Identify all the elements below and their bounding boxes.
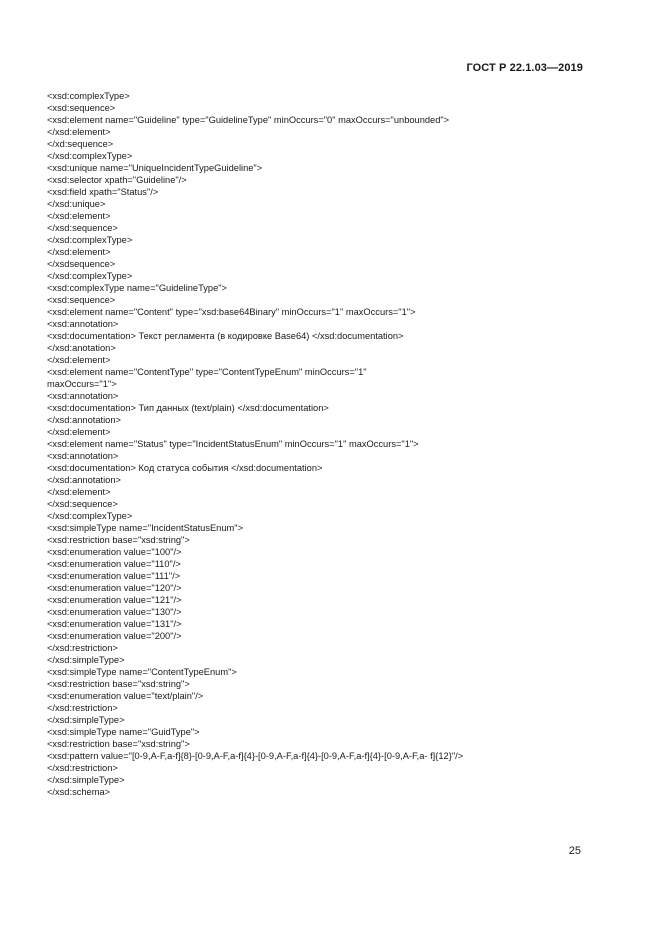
code-line: <xsd:unique name="UniqueIncidentTypeGuideline"> (47, 163, 263, 173)
code-line: </xsd:anotation> (47, 343, 116, 353)
code-line: <xsd:annotation> (47, 451, 119, 461)
code-line: </xsd:simpleType> (47, 775, 125, 785)
code-line: </xsd:unique> (47, 199, 106, 209)
code-line: maxOccurs="1"> (47, 379, 117, 389)
code-line: <xsd:enumeration value="100"/> (47, 547, 182, 557)
code-line: <xsd:simpleType name="ContentTypeEnum"> (47, 667, 237, 677)
code-line: </xsd:element> (47, 247, 111, 257)
code-line: <xsd:sequence> (47, 103, 116, 113)
code-line: </xsd:annotation> (47, 415, 121, 425)
code-line: </xsd:complexType> (47, 511, 133, 521)
code-line: <xsd:restriction base="xsd:string"> (47, 535, 190, 545)
code-line: </xsd:annotation> (47, 475, 121, 485)
code-line: </xsd:element> (47, 487, 111, 497)
code-line: <xsd:element name="ContentType" type="ContentTypeEnum" minOccurs="1" (47, 367, 367, 377)
code-line: </xsd:sequence> (47, 499, 118, 509)
code-line: <xsd:simpleType name="IncidentStatusEnum"> (47, 523, 244, 533)
code-line: </xsd:restriction> (47, 643, 118, 653)
code-line: <xsd:element name="Status" type="IncidentStatusEnum" minOccurs="1" maxOccurs="1"> (47, 439, 419, 449)
code-line: </xsd:simpleType> (47, 655, 125, 665)
code-line: <xsd:complexType name="GuidelineType"> (47, 283, 227, 293)
code-line: <xsd:enumeration value="121"/> (47, 595, 182, 605)
code-line: <xsd:enumeration value="130"/> (47, 607, 182, 617)
code-line: <xsd:restriction base="xsd:string"> (47, 739, 190, 749)
code-line: <xsd:sequence> (47, 295, 116, 305)
code-line: <xsd:element name="Guideline" type="GuidelineType" minOccurs="0" maxOccurs="unbounded"> (47, 115, 450, 125)
code-line: <xsd:documentation> Текст регламента (в кодировке Base64) </xsd:documentation> (47, 331, 404, 341)
code-line: <xsd:restriction base="xsd:string"> (47, 679, 190, 689)
code-line: <xsd:enumeration value="111"/> (47, 571, 181, 581)
code-line: <xsd:complexType> (47, 91, 130, 101)
code-line: </xsd:schema> (47, 787, 111, 797)
code-line: <xsd:simpleType name="GuidType"> (47, 727, 200, 737)
code-line: <xsd:pattern value="[0-9,A-F,a-f]{8}-[0-9,A-F,a-f]{4}-[0-9,A-F,a-f]{4}-[0-9,A-F,a-f]{4}-[0-9,A-F,a- f]{12}"/> (47, 751, 464, 761)
code-line: </xsdsequence> (47, 259, 116, 269)
code-line: <xsd:documentation> Тип данных (text/plain) </xsd:documentation> (47, 403, 329, 413)
code-line: </xsd:restriction> (47, 763, 118, 773)
code-line: <xsd:field xpath="Status"/> (47, 187, 159, 197)
code-line: </xsd:simpleType> (47, 715, 125, 725)
code-line: <xsd:enumeration value="120"/> (47, 583, 182, 593)
code-line: <xsd:enumeration value="131"/> (47, 619, 182, 629)
xsd-code-listing (47, 90, 607, 798)
code-line: <xsd:element name="Content" type="xsd:base64Binary" minOccurs="1" maxOccurs="1"> (47, 307, 416, 317)
code-line: </xsd:element> (47, 127, 111, 137)
code-line: </xsd:restriction> (47, 703, 118, 713)
document-header: ГОСТ Р 22.1.03—2019 (466, 62, 583, 74)
code-line: <xsd:enumeration value="text/plain"/> (47, 691, 204, 701)
code-line: </xsd:element> (47, 355, 111, 365)
code-line: </xsd:complexType> (47, 271, 133, 281)
code-line: <xsd:selector xpath="Guideline"/> (47, 175, 187, 185)
code-line: </xsd:sequence> (47, 223, 118, 233)
code-line: </xsd:complexType> (47, 235, 133, 245)
code-line: <xsd:annotation> (47, 319, 119, 329)
code-line: <xsd:annotation> (47, 391, 119, 401)
code-line: <xsd:enumeration value="200"/> (47, 631, 182, 641)
page-number: 25 (568, 845, 581, 857)
code-line: <xsd:documentation> Код статуса события </xsd:documentation> (47, 463, 323, 473)
code-line: <xsd:enumeration value="110"/> (47, 559, 181, 569)
code-line: </xsd:complexType> (47, 151, 133, 161)
code-line: </xsd:element> (47, 427, 111, 437)
code-line: </xsd:element> (47, 211, 111, 221)
code-line: </xd:sequence> (47, 139, 114, 149)
